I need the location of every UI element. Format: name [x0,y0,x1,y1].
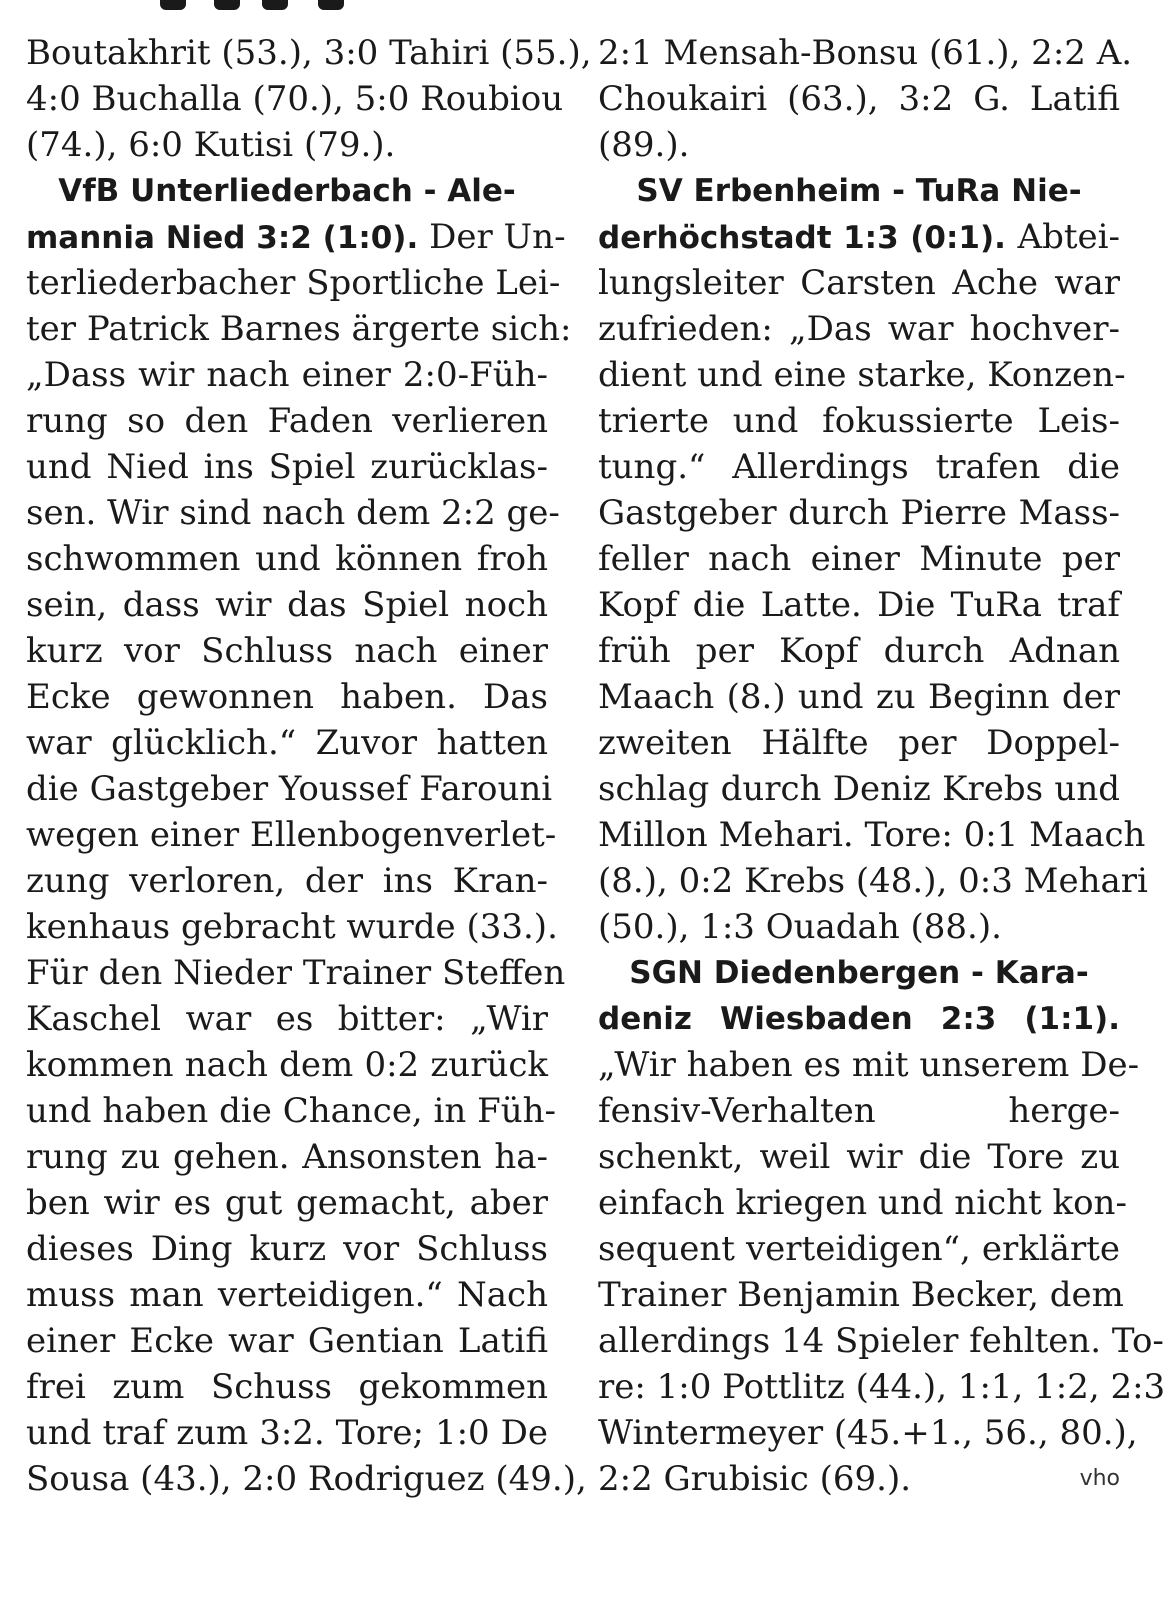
text-line: allerdings 14 Spieler fehlten. To- [598,1321,1164,1361]
text-line: früh per Kopf durch Adnan [598,631,1120,671]
text-line: trierte und fokussierte Leis- [598,401,1120,441]
text-line: feller nach einer Minute per [598,539,1120,579]
match-heading: SV Erbenheim - TuRa Nie- [636,173,1082,209]
text-line: ter Patrick Barnes ärgerte sich: [26,309,572,349]
text-line: terliederbacher Sportliche Lei- [26,263,561,303]
text-line: „Wir haben es mit unserem De- [598,1045,1140,1085]
text-line: war glücklich.“ Zuvor hatten [26,723,548,763]
text-line: Boutakhrit (53.), 3:0 Tahiri (55.), [26,33,592,73]
text-line: rung zu gehen. Ansonsten ha- [26,1137,548,1177]
text-line: lungsleiter Carsten Ache war [598,263,1120,303]
text-line: zufrieden: „Das war hochver- [598,309,1120,349]
text-line: und haben die Chance, in Füh- [26,1091,557,1131]
text-line: Gastgeber durch Pierre Mass- [598,493,1120,533]
text-line: dient und eine starke, Konzen- [598,355,1126,395]
text-line: sequent verteidigen“, erklärte [598,1229,1120,1269]
match-heading: SGN Diedenbergen - Kara- [629,955,1089,991]
author-credit: vho [1079,1466,1120,1491]
text-line: kurz vor Schluss nach einer [26,631,548,671]
text-line: dieses Ding kurz vor Schluss [26,1229,548,1269]
text-line: Wintermeyer (45.+1., 56., 80.), [598,1413,1138,1453]
text-line: Kaschel war es bitter: „Wir [26,999,548,1039]
match-heading: VfB Unterliederbach - Ale- [58,173,516,209]
text-line: (8.), 0:2 Krebs (48.), 0:3 Mehari [598,861,1148,901]
cut-off-headline [0,0,1170,14]
text-line: tung.“ Allerdings trafen die [598,447,1120,487]
left-column [26,30,592,1502]
text-line: ben wir es gut gemacht, aber [26,1183,548,1223]
text-line: Choukairi (63.), 3:2 G. Latifi [598,79,1120,119]
text-line: zweiten Hälfte per Doppel- [598,723,1120,763]
text-line: Millon Mehari. Tore: 0:1 Maach [598,815,1146,855]
text-line: schlag durch Deniz Krebs und [598,769,1120,809]
text-line: Maach (8.) und zu Beginn der [598,677,1120,717]
text-line: 4:0 Buchalla (70.), 5:0 Roubiou [26,79,564,119]
text-line: und traf zum 3:2. Tore; 1:0 De [26,1413,548,1453]
text-line: einfach kriegen und nicht kon- [598,1183,1127,1223]
text-line: Für den Nieder Trainer Steffen [26,953,566,993]
text-line: sein, dass wir das Spiel noch [26,585,548,625]
text-line: (89.). [598,125,690,165]
match-result: deniz Wiesbaden 2:3 (1:1). [598,1001,1120,1037]
text-line: kommen nach dem 0:2 zurück [26,1045,548,1085]
text-line: „Dass wir nach einer 2:0-Füh- [26,355,548,395]
match-result: derhöchstadt 1:3 (0:1). [598,220,1006,256]
text-line: Kopf die Latte. Die TuRa traf [598,585,1120,625]
text-line: kenhaus gebracht wurde (33.). [26,907,558,947]
text-line: muss man verteidigen.“ Nach [26,1275,548,1315]
text-line [598,1456,1120,1502]
text-line: (50.), 1:3 Ouadah (88.). [598,907,1002,947]
text-line: wegen einer Ellenbogenverlet- [26,815,557,855]
text-line: (74.), 6:0 Kutisi (79.). [26,125,396,165]
text-line: und Nied ins Spiel zurücklas- [26,447,548,487]
match-result: mannia Nied 3:2 (1:0). [26,220,419,256]
match-heading-line [26,214,566,260]
right-column [598,30,1166,1502]
text-line: einer Ecke war Gentian Latifi [26,1321,548,1361]
text-line: 2:1 Mensah-Bonsu (61.), 2:2 A. [598,33,1133,73]
text-line: fensiv-Verhalten herge- [598,1091,1120,1131]
text-line: Trainer Benjamin Becker, dem [598,1275,1124,1315]
text-fragment: Der Un- [418,217,566,257]
match-heading-line [598,214,1120,260]
text-line: die Gastgeber Youssef Farouni [26,769,553,809]
text-line: schenkt, weil wir die Tore zu [598,1137,1120,1177]
text-line: sen. Wir sind nach dem 2:2 ge- [26,493,560,533]
text-line: re: 1:0 Pottlitz (44.), 1:1, 1:2, 2:3 [598,1367,1166,1407]
text-line: frei zum Schuss gekommen [26,1367,548,1407]
text-fragment: 2:2 Grubisic (69.). [598,1459,912,1499]
text-fragment: Abtei- [1005,217,1120,257]
text-line: zung verloren, der ins Kran- [26,861,548,901]
text-line: rung so den Faden verlieren [26,401,548,441]
text-line: schwommen und können froh [26,539,548,579]
text-line: Sousa (43.), 2:0 Rodriguez (49.), [26,1459,587,1499]
text-line: Ecke gewonnen haben. Das [26,677,548,717]
